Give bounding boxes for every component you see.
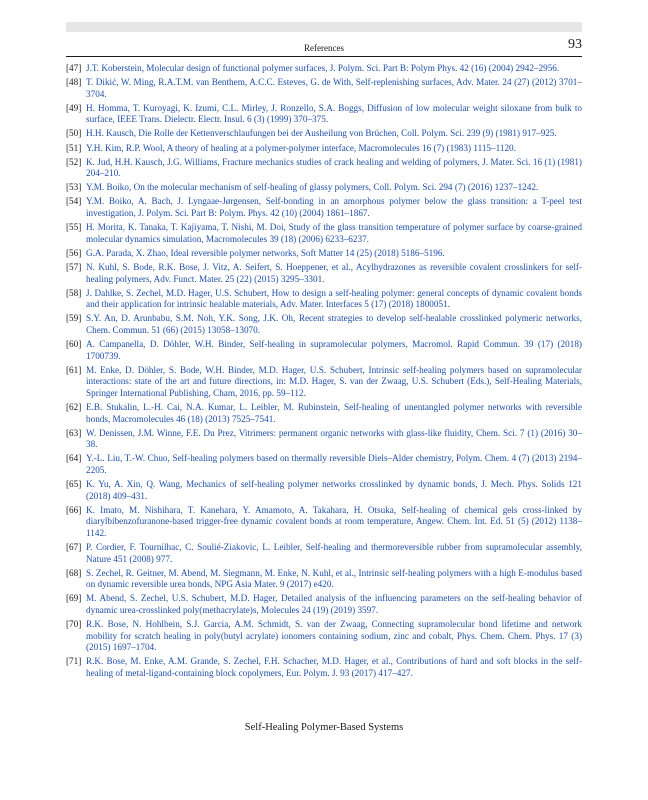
- page-number: 93: [568, 37, 582, 52]
- reference-item: [66, 63, 582, 75]
- reference-link[interactable]: J.T. Koberstein, Molecular design of functional polymer surfaces, J. Polym. Sci. Part B: Polym Phys. 42 (16) (2004) 2942–2956.: [86, 63, 560, 73]
- reference-number: [57]: [66, 261, 82, 272]
- reference-item: [66, 128, 582, 140]
- reference-link[interactable]: Y.M. Boiko, A. Bach, J. Lyngaae-Jørgensen, Self-bonding in an amorphous polymer below the glass transition: a T-peel test investigation, J. Polym. Sci. Part B: Polym. Phys. 42 (10) (2004) 1861–1867.: [86, 196, 582, 219]
- reference-item: [66, 196, 582, 219]
- reference-number: [47]: [66, 63, 82, 73]
- reference-item: [66, 365, 582, 400]
- running-head: [66, 34, 582, 57]
- reference-item: [66, 453, 582, 476]
- reference-item: [66, 77, 582, 100]
- reference-item: [66, 313, 582, 336]
- reference-item: [66, 428, 582, 451]
- reference-link[interactable]: H. Homma, T. Kuroyagi, K. Izumi, C.L. Mirley, J. Ronzello, S.A. Boggs, Diffusion of low molecular weight siloxane from bulk to surface, IEEE Trans. Dielectr. Electr. Insul. 6 (3) (1999) 370–375.: [86, 102, 582, 125]
- reference-link[interactable]: M. Enke, D. Döhler, S. Bode, W.H. Binder, M.D. Hager, U.S. Schubert, Intrinsic self-healing polymers based on supramolecular interactions: state of the art and future directions, in: M.D. Hager, S. van der Zwaag, U.S. Schubert (Eds.), Self-Healing Materials, Springer International Publishing, Cham, 2016, pp. 59–112.: [86, 364, 582, 398]
- reference-link[interactable]: T. Dikić, W. Ming, R.A.T.M. van Benthem, A.C.C. Esteves, G. de With, Self-replenishing surfaces, Adv. Mater. 24 (27) (2012) 3701–3704.: [86, 77, 582, 99]
- reference-link[interactable]: Y.-L. Liu, T.-W. Chuo, Self-healing polymers based on thermally reversible Diels–Alder chemistry, Polym. Chem. 4 (7) (2013) 2194–2205.: [86, 453, 582, 475]
- reference-number: [58]: [66, 287, 82, 298]
- reference-number: [54]: [66, 196, 82, 207]
- reference-number: [59]: [66, 313, 82, 324]
- reference-link[interactable]: J. Dahlke, S. Zechel, M.D. Hager, U.S. Schubert, How to design a self-healing polymer: general concepts of dynamic covalent bonds and their application for intrinsic healable materials, Adv. Mater. Interfaces 5 (17) (2018) 1800051.: [86, 287, 582, 310]
- reference-item: [66, 656, 582, 679]
- reference-number: [61]: [66, 364, 82, 375]
- reference-item: [66, 288, 582, 311]
- reference-number: [65]: [66, 479, 82, 489]
- reference-link[interactable]: H.H. Kausch, Die Rolle der Kettenverschlaufungen bei der Ausheilung von Brüchen, Coll. Polym. Sci. 239 (9) (1981) 917–925.: [86, 128, 557, 139]
- reference-number: [70]: [66, 619, 82, 630]
- reference-item: [66, 262, 582, 285]
- reference-link[interactable]: G.A. Parada, X. Zhao, Ideal reversible polymer networks, Soft Matter 14 (25) (2018) 5186–5196.: [86, 247, 445, 258]
- reference-number: [50]: [66, 128, 82, 139]
- reference-link[interactable]: W. Denissen, J.M. Winne, F.E. Du Prez, Vitrimers: permanent organic networks with glass-like fluidity, Chem. Sci. 7 (1) (2016) 30–38.: [86, 427, 582, 450]
- reference-item: [66, 248, 582, 260]
- reference-item: [66, 593, 582, 616]
- reference-item: [66, 479, 582, 502]
- reference-number: [53]: [66, 182, 82, 193]
- reference-number: [55]: [66, 222, 82, 233]
- reference-number: [51]: [66, 142, 82, 153]
- reference-link[interactable]: R.K. Bose, N. Hohlbein, S.J. Garcia, A.M. Schmidt, S. van der Zwaag, Connecting supramolecular bond lifetime and network mobility for scratch healing in poly(butyl acrylate) ionomers containing sodium, zinc and cobalt, Phys. Chem. Chem. Phys. 17 (3) (2015) 1697–1704.: [86, 619, 582, 653]
- reference-link[interactable]: K. Yu, A. Xin, Q. Wang, Mechanics of self-healing polymer networks crosslinked by dynamic bonds, J. Mech. Phys. Solids 121 (2018) 409–431.: [86, 479, 582, 501]
- reference-link[interactable]: Y.M. Boiko, On the molecular mechanism of self-healing of glassy polymers, Coll. Polym. Sci. 294 (7) (2016) 1237–1242.: [86, 182, 539, 193]
- reference-number: [62]: [66, 401, 82, 412]
- reference-link[interactable]: K. Imato, M. Nishihara, T. Kanehara, Y. Amamoto, A. Takahara, H. Otsuka, Self-healing of chemical gels cross-linked by diarylbibenzofuranone-based trigger-free dynamic covalent bonds at room temperature, Angew. Chem. Int. Ed. 51 (5) (2012) 1138–1142.: [86, 504, 582, 538]
- reference-number: [48]: [66, 77, 82, 88]
- reference-item: [66, 143, 582, 155]
- reference-link[interactable]: S.Y. An, D. Arunbabu, S.M. Noh, Y.K. Song, J.K. Oh, Recent strategies to develop self-healable crosslinked polymeric networks, Chem. Commun. 51 (66) (2015) 13058–13070.: [86, 313, 582, 335]
- reference-number: [52]: [66, 156, 82, 167]
- reference-item: [66, 568, 582, 591]
- reference-link[interactable]: R.K. Bose, M. Enke, A.M. Grande, S. Zechel, F.H. Schacher, M.D. Hager, et al., Contributions of hard and soft blocks in the self-healing of metal-ligand-containing block copolymers, Eur. Polym. J. 93 (2017) 417–427.: [86, 656, 582, 678]
- reference-link[interactable]: K. Jud, H.H. Kausch, J.G. Williams, Fracture mechanics studies of crack healing and welding of polymers, J. Mater. Sci. 16 (1) (1981) 204–210.: [86, 156, 582, 179]
- reference-link[interactable]: P. Cordier, F. Tournilhac, C. Soulié-Ziakovic, L. Leibler, Self-healing and thermoreversible rubber from supramolecular assembly, Nature 451 (2008) 977.: [86, 541, 582, 564]
- reference-number: [56]: [66, 247, 82, 258]
- reference-list: [66, 63, 582, 682]
- reference-number: [66]: [66, 504, 82, 515]
- reference-item: [66, 182, 582, 194]
- reference-link[interactable]: N. Kuhl, S. Bode, R.K. Bose, J. Vitz, A. Seifert, S. Hoeppener, et al., Acylhydrazones as reversible covalent crosslinkers for self-healing polymers, Adv. Funct. Mater. 25 (22) (2015) 3295–3301.: [86, 261, 582, 284]
- reference-link[interactable]: Y.H. Kim, R.P. Wool, A theory of healing at a polymer-polymer interface, Macromolecules 16 (7) (1983) 1115–1120.: [86, 142, 516, 153]
- header-shade-bar: [66, 22, 582, 32]
- reference-number: [71]: [66, 656, 82, 667]
- reference-item: [66, 505, 582, 540]
- reference-link[interactable]: H. Morita, K. Tanaka, T. Kajiyama, T. Nishi, M. Doi, Study of the glass transition temperature of polymer surface by coarse-grained molecular dynamics simulation, Macromolecules 39 (18) (2006) 6233–6237.: [86, 222, 582, 244]
- reference-link[interactable]: M. Abend, S. Zechel, U.S. Schubert, M.D. Hager, Detailed analysis of the influencing parameters on the self-healing behavior of dynamic urea-crosslinked poly(methacrylate)s, Molecules 24 (19) (2019) 3597.: [86, 593, 582, 615]
- section-title: References: [304, 43, 344, 53]
- reference-link[interactable]: E.B. Stukalin, L.-H. Cai, N.A. Kumar, L. Leibler, M. Rubinstein, Self-healing of unentangled polymer networks with reversible bonds, Macromolecules 46 (18) (2013) 7525–7541.: [86, 401, 582, 424]
- reference-item: [66, 103, 582, 126]
- reference-item: [66, 157, 582, 180]
- reference-link[interactable]: A. Campanella, D. Döhler, W.H. Binder, Self-healing in supramolecular polymers, Macromol. Rapid Commun. 39 (17) (2018) 1700739.: [86, 338, 582, 361]
- reference-number: [69]: [66, 593, 82, 604]
- reference-item: [66, 222, 582, 245]
- reference-number: [60]: [66, 338, 82, 349]
- reference-number: [63]: [66, 427, 82, 438]
- reference-item: [66, 339, 582, 362]
- reference-number: [68]: [66, 567, 82, 578]
- reference-number: [49]: [66, 102, 82, 113]
- reference-item: [66, 619, 582, 654]
- book-title-footer: Self-Healing Polymer-Based Systems: [244, 722, 404, 733]
- reference-number: [67]: [66, 541, 82, 552]
- reference-link[interactable]: S. Zechel, R. Geitner, M. Abend, M. Siegmann, M. Enke, N. Kuhl, et al., Intrinsic self-healing polymers with a high E-modulus based on dynamic reversible urea bonds, NPG Asia Mater. 9 (2017) e420.: [86, 567, 582, 590]
- reference-number: [64]: [66, 453, 82, 464]
- reference-item: [66, 542, 582, 565]
- reference-item: [66, 402, 582, 425]
